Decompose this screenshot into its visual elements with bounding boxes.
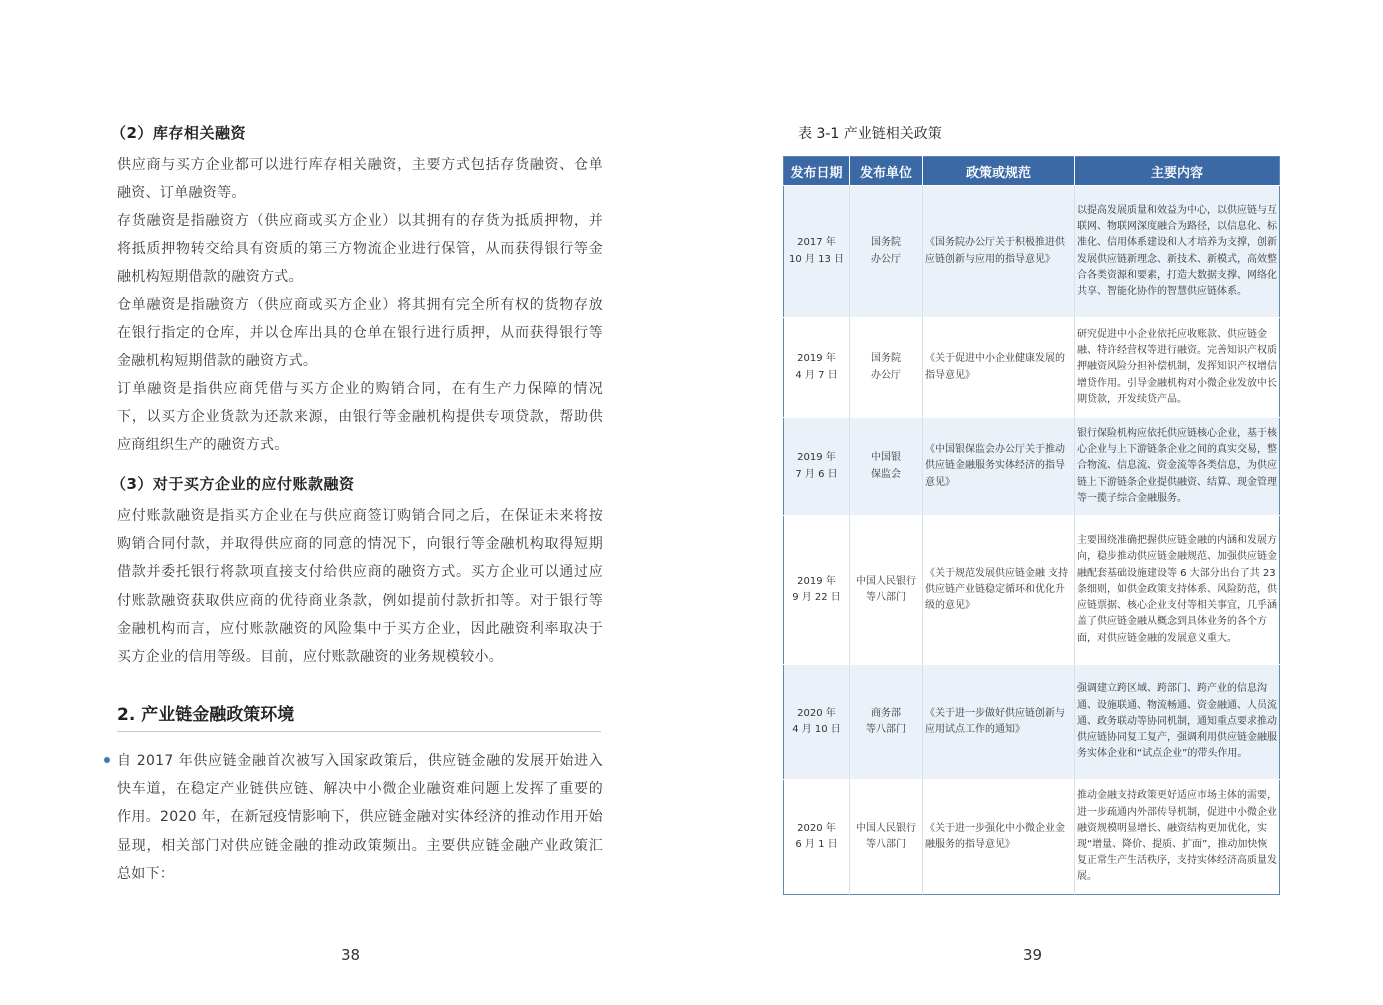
cell-content: 推动金融支持政策更好适应市场主体的需要，进一步疏通内外部传导机制，促进中小微企业融资规模明显增长、融资结构更加优化，实现“增量、降价、提质、扩面”，推动加快恢复正常生产生活秩序，支持实体经济高质量发展。 — [1075, 780, 1280, 895]
header-policy: 政策或规范 — [923, 157, 1075, 186]
cell-policy: 《关于进一步做好供应链创新与应用试点工作的通知》 — [923, 665, 1075, 780]
paragraph-stock-financing: 存货融资是指融资方（供应商或买方企业）以其拥有的存货为抵质押物，并将抵质押物转交给具有资质的第三方物流企业进行保管，从而获得银行等金融机构短期借款的融资方式。 — [117, 213, 603, 286]
cell-issuer: 商务部 等八部门 — [850, 665, 923, 780]
paragraph-warehouse-receipt-financing: 仓单融资是指融资方（供应商或买方企业）将其拥有完全所有权的货物存放在银行指定的仓库，并以仓库出具的仓单在银行进行质押，从而获得银行等金融机构短期借款的融资方式。 — [117, 297, 603, 370]
section-title-payables-financing: （3）对于买方企业的应付账款融资 — [111, 475, 355, 493]
paragraph-payables-financing: 应付账款融资是指买方企业在与供应商签订购销合同之后，在保证未来将按购销合同付款，并取得供应商的同意的情况下，向银行等金融机构取得短期借款并委托银行将款项直接支付给供应商的融资方式。买方企业可以通过应付账款融资获取供应商的优待商业条款，例如提前付款折扣等。对于银行等金融机构而言，应付账款融资的风险集中于买方企业，因此融资利率取决于买方企业的信用等级。目前，应付账款融资的业务规模较小。 — [117, 508, 603, 666]
cell-issuer: 中国银 保监会 — [850, 418, 923, 516]
cell-date: 2019 年 4 月 7 日 — [784, 318, 850, 418]
paragraph-inventory-intro: 供应商与买方企业都可以进行库存相关融资，主要方式包括存货融资、仓单融资、订单融资等。 — [117, 157, 603, 202]
header-date: 发布日期 — [784, 157, 850, 186]
cell-date: 2020 年 4 月 10 日 — [784, 665, 850, 780]
cell-date: 2019 年 9 月 22 日 — [784, 516, 850, 665]
table-row — [784, 186, 1280, 318]
cell-content: 研究促进中小企业依托应收账款、供应链金融、特许经营权等进行融资。完善知识产权质押融资风险分担补偿机制，发挥知识产权增信增贷作用。引导金融机构对小微企业发放中长期贷款，开发续贷产品。 — [1075, 318, 1280, 418]
cell-policy: 《国务院办公厅关于积极推进供应链创新与应用的指导意见》 — [923, 186, 1075, 318]
table-row — [784, 418, 1280, 516]
left-page — [0, 0, 690, 1005]
table-row — [784, 516, 1280, 665]
bullet-dot-icon — [104, 757, 110, 763]
page-number-right: 39 — [1023, 946, 1043, 964]
cell-issuer: 中国人民银行 等八部门 — [850, 780, 923, 895]
cell-policy: 《中国银保监会办公厅关于推动供应链金融服务实体经济的指导意见》 — [923, 418, 1075, 516]
table-row — [784, 665, 1280, 780]
right-page — [691, 0, 1383, 1005]
cell-date: 2020 年 6 月 1 日 — [784, 780, 850, 895]
cell-policy: 《关于促进中小企业健康发展的指导意见》 — [923, 318, 1075, 418]
header-issuer: 发布单位 — [850, 157, 923, 186]
chapter-title: 2. 产业链金融政策环境 — [117, 705, 295, 725]
cell-content: 银行保险机构应依托供应链核心企业，基于核心企业与上下游链条企业之间的真实交易，整合物流、信息流、资金流等各类信息，为供应链上下游链条企业提供融资、结算、现金管理等一揽子综合金融服务。 — [1075, 418, 1280, 516]
cell-content: 强调建立跨区域、跨部门、跨产业的信息沟通、设施联通、物流畅通、资金融通、人员流通、政务联动等协同机制，通知重点要求推动供应链协同复工复产，强调利用供应链金融服务实体企业和“试点企业”的带头作用。 — [1075, 665, 1280, 780]
cell-policy: 《关于进一步强化中小微企业金融服务的指导意见》 — [923, 780, 1075, 895]
paragraph-order-financing: 订单融资是指供应商凭借与买方企业的购销合同，在有生产力保障的情况下，以买方企业货款为还款来源，由银行等金融机构提供专项贷款，帮助供应商组织生产的融资方式。 — [117, 381, 603, 454]
cell-content: 以提高发展质量和效益为中心，以供应链与互联网、物联网深度融合为路径，以信息化、标准化、信用体系建设和人才培养为支撑，创新发展供应链新理念、新技术、新模式，高效整合各类资源和要素，打造大数据支撑、网络化共享、智能化协作的智慧供应链体系。 — [1075, 186, 1280, 318]
policy-table — [783, 156, 1280, 895]
cell-date: 2019 年 7 月 6 日 — [784, 418, 850, 516]
paragraph-policy-environment: 自 2017 年供应链金融首次被写入国家政策后，供应链金融的发展开始进入快车道，在稳定产业链供应链、解决中小微企业融资难问题上发挥了重要的作用。2020 年，在新冠疫情影响下，供应链金融对实体经济的推动作用开始显现，相关部门对供应链金融的推动政策频出。主要供应链金融产业政策汇总如下： — [117, 753, 603, 882]
cell-issuer: 中国人民银行 等八部门 — [850, 516, 923, 665]
section-title-inventory-financing: （2）库存相关融资 — [111, 124, 246, 142]
page-number-left: 38 — [341, 946, 361, 964]
cell-issuer: 国务院 办公厅 — [850, 186, 923, 318]
table-header-row — [784, 157, 1280, 186]
title-divider — [117, 731, 601, 732]
table-title: 表 3-1 产业链相关政策 — [798, 126, 942, 142]
cell-policy: 《关于规范发展供应链金融 支持供应链产业链稳定循环和优化升级的意见》 — [923, 516, 1075, 665]
table-row — [784, 318, 1280, 418]
cell-date: 2017 年 10 月 13 日 — [784, 186, 850, 318]
table-row — [784, 780, 1280, 895]
header-content: 主要内容 — [1075, 157, 1280, 186]
cell-issuer: 国务院 办公厅 — [850, 318, 923, 418]
cell-content: 主要围绕准确把握供应链金融的内涵和发展方向，稳步推动供应链金融规范、加强供应链金融配套基础设施建设等 6 大部分出台了共 23 条细则，如供金政策支持体系、风险防范，供应链票据、核心企业支付等相关事宜，几乎涵盖了供应链金融从概念到具体业务的各个方面，对供应链金融的发展意义重大。 — [1075, 516, 1280, 665]
